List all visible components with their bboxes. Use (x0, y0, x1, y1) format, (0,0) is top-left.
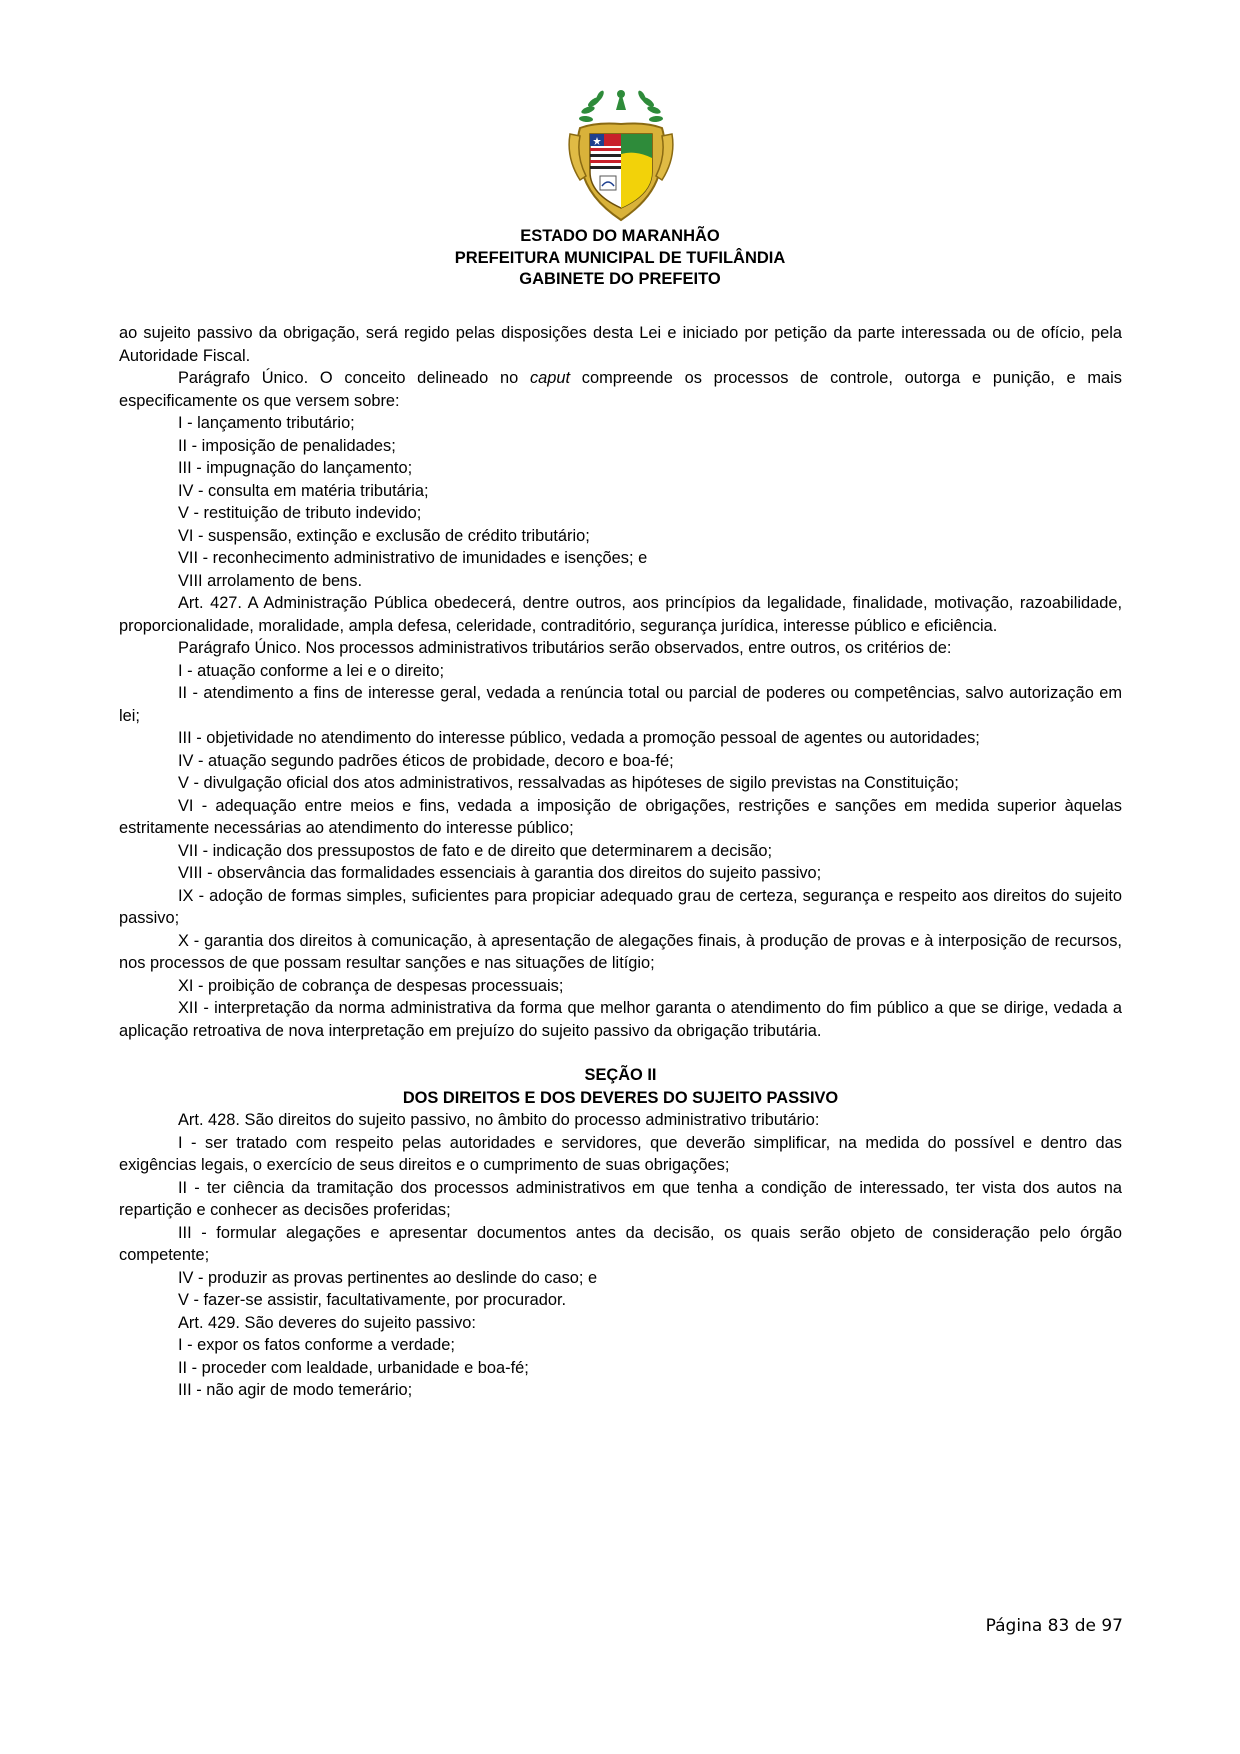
paragraph-unique (119, 367, 1122, 412)
list-item: IV - produzir as provas pertinentes ao deslinde do caso; e (178, 1268, 598, 1287)
article-429: Art. 429. São deveres do sujeito passivo: (178, 1313, 476, 1332)
list-item: IV - atuação segundo padrões éticos de probidade, decoro e boa-fé; (178, 751, 674, 770)
spacer (119, 1042, 1122, 1064)
section-title: SEÇÃO II (584, 1066, 657, 1084)
list-item: VIII arrolamento de bens. (178, 571, 363, 590)
list-item: II - proceder com lealdade, urbanidade e boa-fé; (178, 1358, 529, 1377)
list-item: VII - reconhecimento administrativo de imunidades e isenções; e (178, 549, 648, 567)
paragraph-unique-427: Parágrafo Único. Nos processos administrativos tributários serão observados, entre outros, os critérios de: (178, 639, 952, 657)
list-item: III - não agir de modo temerário; (178, 1381, 413, 1399)
list-item: V - restituição de tributo indevido; (178, 504, 422, 522)
article-427: Art. 427. A Administração Pública obedecerá, dentre outros, aos princípios da legalidade, finalidade, motivação, razoabilidade, proporcionalidade, moralidade, ampla defesa, celeridade, contraditório, segurança jurídica, interesse público e eficiência. (119, 594, 1122, 635)
list-item: X - garantia dos direitos à comunicação, à apresentação de alegações finais, à produção de provas e à interposição de recursos, nos processos de que possam resultar sanções e nas situações de litígio; (119, 931, 1122, 972)
section-subtitle: DOS DIREITOS E DOS DEVERES DO SUJEITO PASSIVO (402, 1088, 839, 1107)
list-item: I - ser tratado com respeito pelas autoridades e servidores, que deverão simplificar, na medida do possível e dentro das exigências legais, o exercício de seus direitos e o cumprimento de suas obrigações; (119, 1133, 1122, 1174)
article-428: Art. 428. São direitos do sujeito passivo, no âmbito do processo administrativo tributário: (178, 1111, 820, 1129)
page-number: Página 83 de 97 (985, 1616, 1123, 1636)
list-item: V - fazer-se assistir, facultativamente, por procurador. (178, 1291, 567, 1309)
list-item: III - objetividade no atendimento do interesse público, vedada a promoção pessoal de agentes ou autoridades; (178, 729, 980, 747)
list-item: I - atuação conforme a lei e o direito; (178, 661, 445, 680)
caput-term: caput (529, 369, 571, 387)
list-item: I - expor os fatos conforme a verdade; (178, 1336, 455, 1354)
list-item: XII - interpretação da norma administrativa da forma que melhor garanta o atendimento do fim público a que se dirige, vedada a aplicação retroativa de nova interpretação em prejuízo do sujeito passivo da obrigação tributária. (119, 999, 1122, 1040)
list-item: V - divulgação oficial dos atos administrativos, ressalvadas as hipóteses de sigilo previstas na Constituição; (178, 774, 959, 792)
list-item: II - imposição de penalidades; (178, 436, 396, 455)
document-body (119, 322, 1122, 1402)
coat-of-arms-icon (566, 88, 676, 226)
list-item: VII - indicação dos pressupostos de fato e de direito que determinarem a decisão; (178, 841, 773, 860)
list-item: XI - proibição de cobrança de despesas processuais; (178, 976, 564, 995)
list-item: VIII - observância das formalidades essenciais à garantia dos direitos do sujeito passivo; (178, 864, 822, 882)
list-item: IV - consulta em matéria tributária; (178, 481, 429, 500)
document-header (0, 226, 1240, 291)
list-item: I - lançamento tributário; (178, 414, 355, 432)
list-item: VI - adequação entre meios e fins, vedada a imposição de obrigações, restrições e sanções em medida superior àquelas estritamente necessárias ao atendimento do interesse público; (119, 796, 1122, 837)
header-prefecture: PREFEITURA MUNICIPAL DE TUFILÂNDIA (454, 248, 786, 267)
list-item: II - ter ciência da tramitação dos processos administrativos em que tenha a condição de interessado, ter vista dos autos na repartição e conhecer as decisões proferidas; (119, 1178, 1122, 1219)
list-item: II - atendimento a fins de interesse geral, vedada a renúncia total ou parcial de poderes ou competências, salvo autorização em lei; (119, 684, 1122, 725)
list-item: VI - suspensão, extinção e exclusão de crédito tributário; (178, 526, 590, 545)
paragraph: ao sujeito passivo da obrigação, será regido pelas disposições desta Lei e iniciado por petição da parte interessada ou de ofício, pela Autoridade Fiscal. (119, 324, 1122, 365)
text-span: Parágrafo Único. O conceito delineado no (178, 369, 530, 387)
list-item: IX - adoção de formas simples, suficientes para propiciar adequado grau de certeza, segurança e respeito aos direitos do sujeito passivo; (119, 886, 1122, 927)
text-span: compreende os processos de controle, outorga e punição, e mais especificamente os que versem sobre: (119, 369, 1122, 410)
list-item: III - impugnação do lançamento; (178, 459, 413, 477)
header-office: GABINETE DO PREFEITO (519, 270, 721, 288)
header-state: ESTADO DO MARANHÃO (520, 227, 720, 245)
list-item: III - formular alegações e apresentar documentos antes da decisão, os quais serão objeto de consideração pelo órgão competente; (119, 1223, 1122, 1264)
